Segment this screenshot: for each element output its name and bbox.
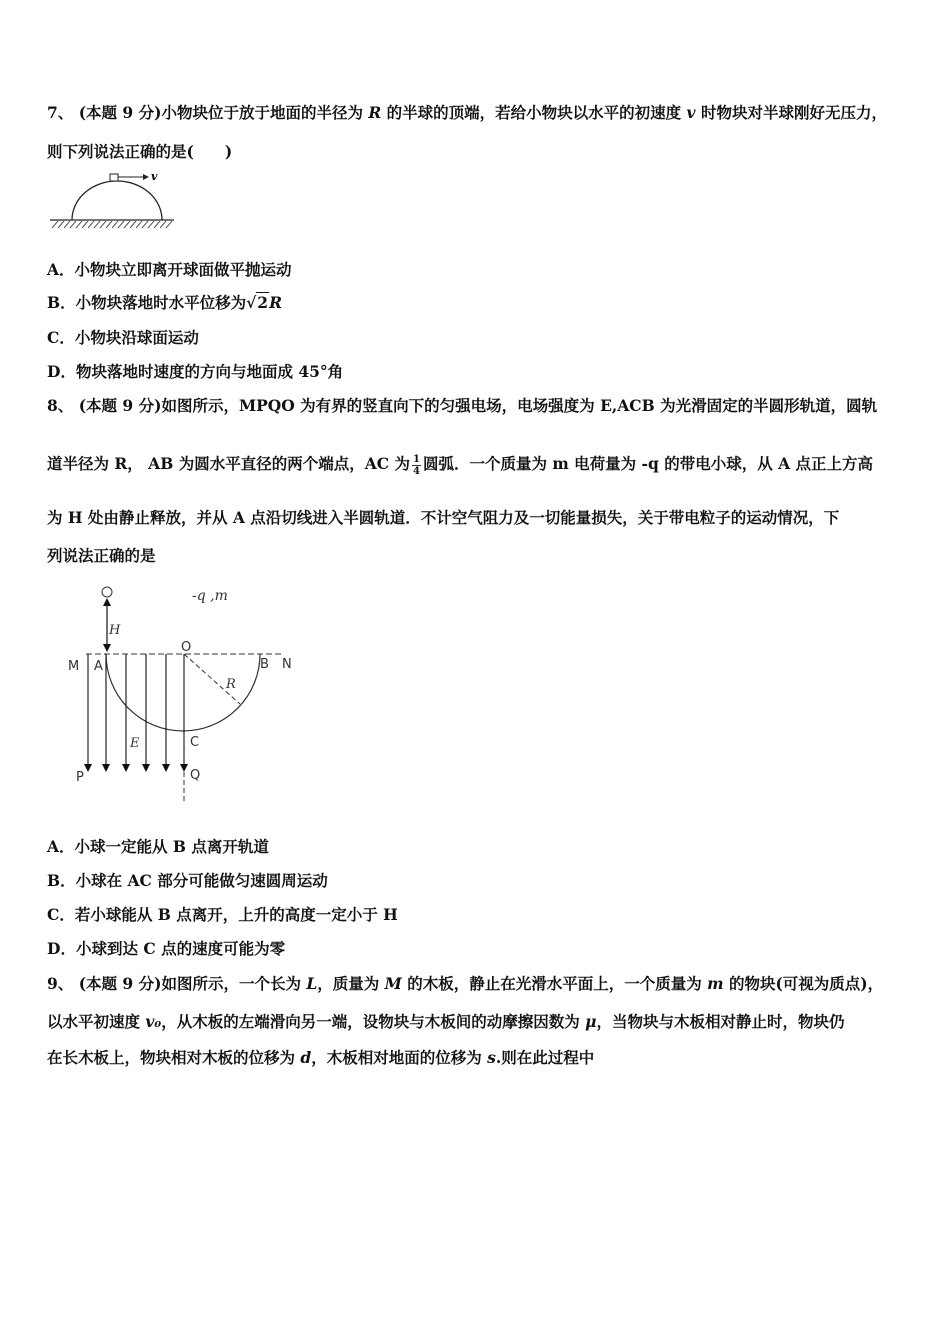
q7-hemisphere-figure	[48, 168, 178, 232]
q7-var-R: R	[368, 103, 382, 122]
label-Q: Q	[190, 768, 201, 783]
q9-var-mu: μ	[585, 1012, 597, 1031]
charged-ball	[102, 587, 112, 597]
fraction-denominator: 4	[412, 465, 420, 477]
q8-line-1	[47, 394, 877, 416]
q8-text-2a: 道半径为 R， AB 为圆水平直径的两个端点，AC 为	[47, 454, 410, 473]
fraction-numerator: 1	[412, 453, 420, 465]
q7-text-1b: 的半球的顶端，若给小物块以水平的初速度	[381, 103, 687, 122]
field-arrowheads	[84, 764, 188, 772]
q8-option-b: B．小球在 AC 部分可能做匀速圆周运动	[47, 871, 328, 890]
field-label: E	[130, 736, 140, 751]
q8-field-figure	[60, 580, 310, 810]
q9-var-m: m	[707, 974, 724, 993]
q9-text-3a: 在长木板上，物块相对木板的位移为	[47, 1048, 301, 1067]
ground-hatching	[52, 221, 172, 228]
q7-option-c: C．小物块沿球面运动	[47, 328, 199, 347]
q9-var-L: L	[306, 974, 318, 993]
label-M: M	[68, 659, 80, 674]
q9-text-2c: ，当物块与木板相对静止时，物块仍	[596, 1012, 845, 1031]
label-P: P	[76, 770, 84, 785]
q9-number: 9、	[47, 974, 74, 993]
q9-line-3	[47, 1046, 594, 1068]
q8-line-4: 列说法正确的是	[47, 546, 156, 565]
label-A: A	[94, 659, 103, 674]
q9-line-1	[47, 972, 883, 994]
quarter-fraction	[412, 454, 421, 477]
q9-text-3b: ，木板相对地面的位移为	[311, 1048, 488, 1067]
q9-var-s: s	[487, 1048, 496, 1067]
q8-score: (本题 9 分)	[78, 396, 162, 415]
q9-text-2b: ，从木板的左端滑向另一端，设物块与木板间的动摩擦因数为	[161, 1012, 586, 1031]
q9-text-1d: 的物块(可视为质点)，	[723, 974, 884, 993]
q8-number: 8、	[47, 396, 74, 415]
q9-text-1a: 如图所示，一个长为	[161, 974, 307, 993]
q7-option-b-text: B．小物块落地时水平位移为	[47, 293, 247, 312]
semicircle-track	[106, 654, 260, 731]
q9-var-v0: v₀	[145, 1012, 162, 1031]
q8-option-d: D．小球到达 C 点的速度可能为零	[47, 939, 286, 958]
q9-line-2	[47, 1010, 844, 1032]
sqrt-radicand: 2	[257, 293, 269, 312]
q9-score: (本题 9 分)	[78, 974, 162, 993]
q7-number: 7、	[47, 103, 74, 122]
label-O: O	[181, 640, 192, 655]
q9-text-1b: ，质量为	[317, 974, 385, 993]
q8-option-c: C．若小球能从 B 点离开，上升的高度一定小于 H	[47, 905, 398, 924]
q7-var-v: v	[686, 103, 696, 122]
charge-mass-label: -q ,m	[192, 588, 228, 604]
q7-text-1a: 小物块位于放于地面的半径为	[161, 103, 369, 122]
q8-option-a: A．小球一定能从 B 点离开轨道	[47, 837, 269, 856]
q8-line-3: 为 H 处由静止释放，并从 A 点沿切线进入半圆轨道．不计空气阻力及一切能量损失，关于带电粒子的运动情况，下	[47, 508, 840, 527]
q9-text-3c: .则在此过程中	[495, 1048, 595, 1067]
q9-text-2a: 以水平初速度	[47, 1012, 146, 1031]
label-B: B	[260, 657, 269, 672]
q8-line-2	[47, 452, 873, 477]
hemisphere	[72, 181, 162, 220]
q7-score: (本题 9 分)	[78, 103, 162, 122]
q7-option-a: A．小物块立即离开球面做平抛运动	[47, 260, 292, 279]
q7-line-1	[47, 101, 887, 123]
small-block	[110, 174, 118, 181]
q8-text-1: 如图所示，MPQO 为有界的竖直向下的匀强电场，电场强度为 E,ACB 为光滑固定的半圆形轨道，圆轨	[161, 396, 878, 415]
radius-label: R	[226, 677, 236, 692]
height-label: H	[109, 623, 121, 638]
label-N: N	[282, 657, 292, 672]
q7-text-1c: 时物块对半球刚好无压力，	[695, 103, 887, 122]
velocity-label: v	[151, 170, 158, 183]
q7-option-d: D．物块落地时速度的方向与地面成 45°角	[47, 362, 344, 381]
q9-text-1c: 的木板，静止在光滑水平面上，一个质量为	[401, 974, 708, 993]
q7-line-2: 则下列说法正确的是( )	[47, 142, 233, 161]
q7-option-b-var: R	[269, 293, 282, 312]
q8-text-2b: 圆弧．一个质量为 m 电荷量为 -q 的带电小球，从 A 点正上方高	[422, 454, 874, 473]
q9-var-M: M	[384, 974, 402, 993]
q7-option-b	[47, 291, 282, 313]
sqrt-symbol: √2	[246, 293, 269, 312]
q9-var-d: d	[300, 1048, 312, 1067]
label-C: C	[190, 735, 200, 750]
